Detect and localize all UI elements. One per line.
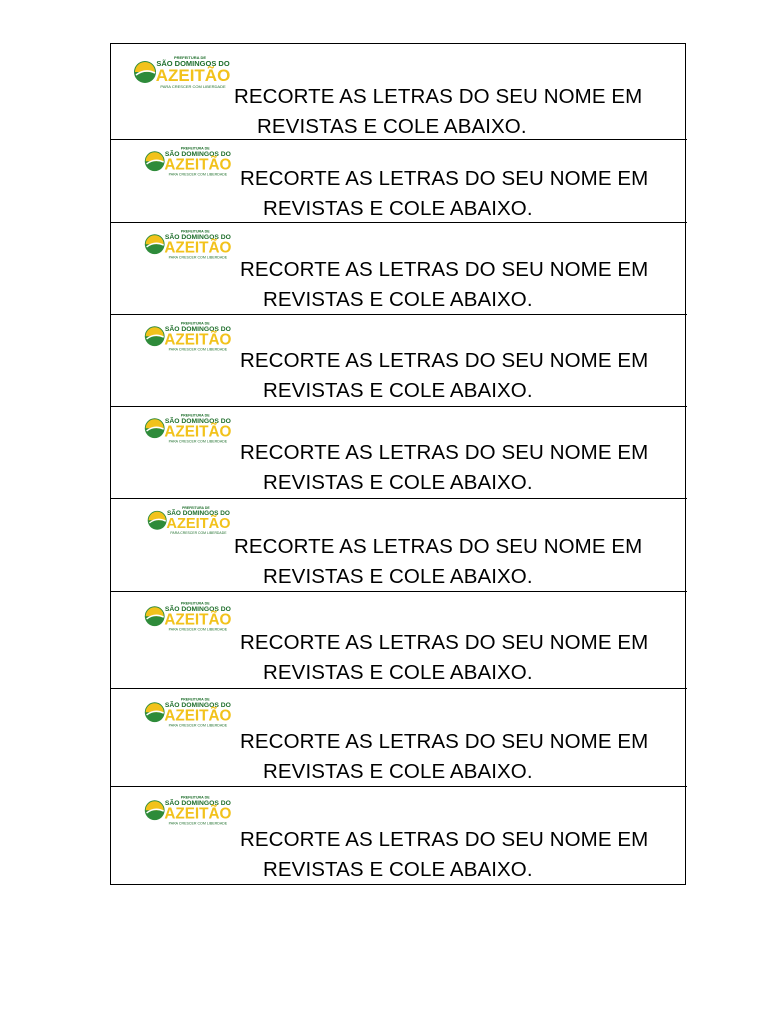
- svg-text:SÃO DOMINGOS DO: SÃO DOMINGOS DO: [164, 150, 231, 158]
- svg-text:PARA CRESCER COM LIBERDADE: PARA CRESCER COM LIBERDADE: [170, 531, 227, 536]
- svg-text:PARA CRESCER COM LIBERDADE: PARA CRESCER COM LIBERDADE: [168, 821, 228, 826]
- instruction-text: [240, 825, 648, 884]
- instruction-text: [240, 628, 648, 687]
- svg-text:SÃO DOMINGOS DO: SÃO DOMINGOS DO: [164, 799, 231, 807]
- azeitao-logo-icon: [146, 503, 232, 541]
- prefeitura-logo: [143, 410, 243, 454]
- prefeitura-logo: [143, 226, 243, 270]
- svg-text:AZEITÃO: AZEITÃO: [155, 66, 231, 85]
- svg-text:PREFEITURA DE: PREFEITURA DE: [180, 321, 210, 326]
- azeitao-logo-icon: [143, 226, 233, 266]
- prefeitura-logo: [143, 598, 243, 642]
- instruction-text: [240, 346, 648, 405]
- svg-text:AZEITÃO: AZEITÃO: [164, 611, 232, 629]
- instruction-line-1: RECORTE AS LETRAS DO SEU NOME EM: [234, 535, 643, 558]
- instruction-line-1: RECORTE AS LETRAS DO SEU NOME EM: [240, 631, 649, 654]
- instruction-text: [234, 82, 642, 141]
- azeitao-logo-icon: [132, 52, 232, 96]
- svg-text:PREFEITURA DE: PREFEITURA DE: [180, 795, 210, 800]
- svg-text:SÃO DOMINGOS DO: SÃO DOMINGOS DO: [164, 605, 231, 613]
- instruction-line-1: RECORTE AS LETRAS DO SEU NOME EM: [240, 167, 649, 190]
- instruction-line-2: REVISTAS E COLE ABAIXO.: [263, 287, 533, 311]
- svg-text:AZEITÃO: AZEITÃO: [164, 156, 232, 174]
- azeitao-logo-icon: [143, 694, 233, 734]
- instruction-line-2: REVISTAS E COLE ABAIXO.: [257, 114, 527, 138]
- instruction-line-1: RECORTE AS LETRAS DO SEU NOME EM: [234, 85, 643, 108]
- svg-text:PARA CRESCER COM LIBERDADE: PARA CRESCER COM LIBERDADE: [168, 723, 228, 728]
- instruction-text: [234, 532, 642, 591]
- azeitao-logo-icon: [143, 143, 233, 183]
- svg-text:SÃO DOMINGOS DO: SÃO DOMINGOS DO: [156, 59, 230, 68]
- prefeitura-logo: [146, 503, 246, 547]
- strip-divider: [111, 498, 687, 499]
- svg-text:AZEITÃO: AZEITÃO: [164, 423, 232, 441]
- instruction-line-2: REVISTAS E COLE ABAIXO.: [263, 196, 533, 220]
- svg-text:AZEITÃO: AZEITÃO: [164, 707, 232, 725]
- instruction-line-1: RECORTE AS LETRAS DO SEU NOME EM: [240, 730, 649, 753]
- instruction-text: [240, 438, 648, 497]
- instruction-line-2: REVISTAS E COLE ABAIXO.: [263, 470, 533, 494]
- prefeitura-logo: [143, 318, 243, 362]
- svg-text:PREFEITURA DE: PREFEITURA DE: [173, 55, 207, 60]
- strip-divider: [111, 314, 687, 315]
- instruction-line-2: REVISTAS E COLE ABAIXO.: [263, 660, 533, 684]
- svg-text:SÃO DOMINGOS DO: SÃO DOMINGOS DO: [164, 417, 231, 425]
- svg-text:SÃO DOMINGOS DO: SÃO DOMINGOS DO: [164, 325, 231, 333]
- instruction-line-2: REVISTAS E COLE ABAIXO.: [263, 759, 533, 783]
- svg-text:PARA CRESCER COM LIBERDADE: PARA CRESCER COM LIBERDADE: [168, 627, 228, 632]
- svg-text:PREFEITURA DE: PREFEITURA DE: [180, 413, 210, 418]
- svg-text:SÃO DOMINGOS DO: SÃO DOMINGOS DO: [166, 510, 230, 518]
- instruction-line-2: REVISTAS E COLE ABAIXO.: [263, 564, 533, 588]
- azeitao-logo-icon: [143, 318, 233, 358]
- instruction-line-2: REVISTAS E COLE ABAIXO.: [263, 378, 533, 402]
- instruction-line-2: REVISTAS E COLE ABAIXO.: [263, 857, 533, 881]
- azeitao-logo-icon: [143, 792, 233, 832]
- svg-text:PARA CRESCER COM LIBERDADE: PARA CRESCER COM LIBERDADE: [168, 347, 228, 352]
- svg-text:SÃO DOMINGOS DO: SÃO DOMINGOS DO: [164, 701, 231, 709]
- azeitao-logo-icon: [143, 598, 233, 638]
- svg-text:PARA CRESCER COM LIBERDADE: PARA CRESCER COM LIBERDADE: [160, 84, 226, 89]
- prefeitura-logo: [143, 143, 243, 187]
- svg-text:PARA CRESCER COM LIBERDADE: PARA CRESCER COM LIBERDADE: [168, 172, 228, 177]
- svg-text:AZEITÃO: AZEITÃO: [164, 805, 232, 823]
- prefeitura-logo: [143, 792, 243, 836]
- strip-divider: [111, 786, 687, 787]
- svg-text:PREFEITURA DE: PREFEITURA DE: [180, 146, 210, 151]
- svg-text:PREFEITURA DE: PREFEITURA DE: [180, 229, 210, 234]
- instruction-text: [240, 255, 648, 314]
- instruction-line-1: RECORTE AS LETRAS DO SEU NOME EM: [240, 828, 649, 851]
- svg-text:AZEITÃO: AZEITÃO: [166, 516, 231, 533]
- svg-text:PARA CRESCER COM LIBERDADE: PARA CRESCER COM LIBERDADE: [168, 439, 228, 444]
- svg-text:PREFEITURA DE: PREFEITURA DE: [180, 697, 210, 702]
- svg-text:SÃO DOMINGOS DO: SÃO DOMINGOS DO: [164, 233, 231, 241]
- instruction-line-1: RECORTE AS LETRAS DO SEU NOME EM: [240, 258, 649, 281]
- prefeitura-logo: [143, 694, 243, 738]
- svg-text:PREFEITURA DE: PREFEITURA DE: [182, 506, 210, 511]
- azeitao-logo-icon: [143, 410, 233, 450]
- strip-divider: [111, 591, 687, 592]
- strip-divider: [111, 688, 687, 689]
- instruction-text: [240, 727, 648, 786]
- svg-text:AZEITÃO: AZEITÃO: [164, 239, 232, 257]
- strip-divider: [111, 406, 687, 407]
- instruction-line-1: RECORTE AS LETRAS DO SEU NOME EM: [240, 441, 649, 464]
- svg-text:AZEITÃO: AZEITÃO: [164, 331, 232, 349]
- svg-text:PARA CRESCER COM LIBERDADE: PARA CRESCER COM LIBERDADE: [168, 255, 228, 260]
- prefeitura-logo: [132, 52, 232, 96]
- instruction-text: [240, 164, 648, 223]
- instruction-line-1: RECORTE AS LETRAS DO SEU NOME EM: [240, 349, 649, 372]
- svg-text:PREFEITURA DE: PREFEITURA DE: [180, 601, 210, 606]
